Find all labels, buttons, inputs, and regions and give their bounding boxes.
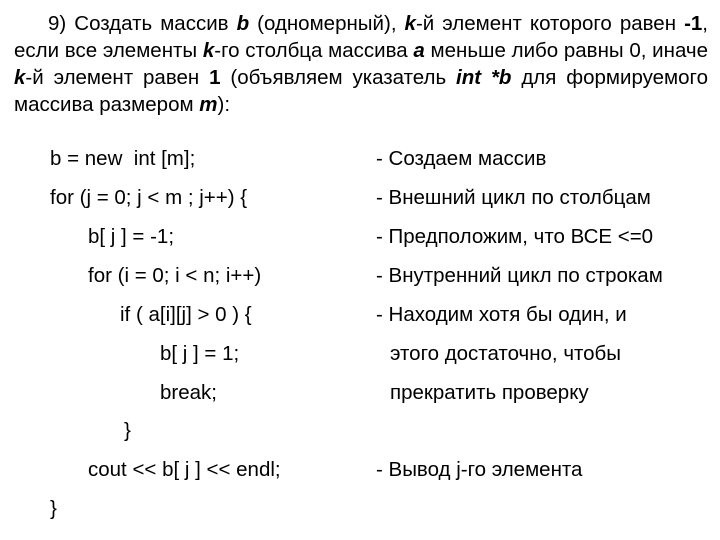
code-line-inner-for: for (i = 0; i < n; i++): [88, 264, 262, 287]
task-text: -й элемент которого равен: [415, 12, 685, 35]
comment-assume: - Предположим, что ВСЕ <=0: [376, 225, 654, 248]
task-emph-a: а: [413, 39, 425, 62]
code-line-init-minus-one: b[ j ] = -1;: [88, 225, 175, 248]
task-emph-k: k: [202, 39, 215, 62]
task-text: (одномерный),: [249, 12, 405, 35]
task-text: 9) Создать массив: [48, 12, 237, 35]
code-line-new-array: b = new int [m];: [50, 147, 196, 170]
task-text: для формируемого массива размером: [14, 66, 708, 116]
code-line-if: if ( a[i][j] > 0 ) {: [120, 303, 252, 326]
code-line-close-for: }: [50, 497, 57, 520]
task-emph-b: b: [236, 12, 250, 35]
code-line-break: break;: [160, 381, 217, 404]
task-text: (объявляем указатель: [220, 66, 457, 89]
comment-create-array: - Создаем массив: [376, 147, 547, 170]
task-text: ):: [217, 93, 231, 116]
comment-stop-check: прекратить проверку: [390, 381, 589, 404]
task-text: меньше либо равны 0, иначе: [424, 39, 708, 62]
task-emph-k: k: [14, 66, 26, 89]
comment-find-one: - Находим хотя бы один, и: [376, 303, 627, 326]
code-line-close-if: }: [124, 419, 131, 442]
comment-output: - Вывод j-го элемента: [376, 458, 583, 481]
comment-outer-loop: - Внешний цикл по столбцам: [376, 186, 651, 209]
task-text: , если все элементы: [14, 12, 708, 62]
task-emph-m: m: [199, 93, 218, 116]
comment-inner-loop: - Внутренний цикл по строкам: [376, 264, 663, 287]
task-statement: [14, 10, 708, 118]
task-text: -го столбца массива: [214, 39, 414, 62]
code-line-cout: cout << b[ j ] << endl;: [88, 458, 281, 481]
task-emph-k: k: [404, 12, 416, 35]
comment-enough: этого достаточно, чтобы: [390, 342, 622, 365]
task-text: -й элемент равен: [25, 66, 210, 89]
task-emph-one: 1: [209, 66, 221, 89]
task-emph-minus-one: -1: [684, 12, 703, 35]
code-line-set-one: b[ j ] = 1;: [160, 342, 240, 365]
code-line-outer-for: for (j = 0; j < m ; j++) {: [50, 186, 248, 209]
task-emph-int-ptr: int *b: [456, 66, 512, 89]
